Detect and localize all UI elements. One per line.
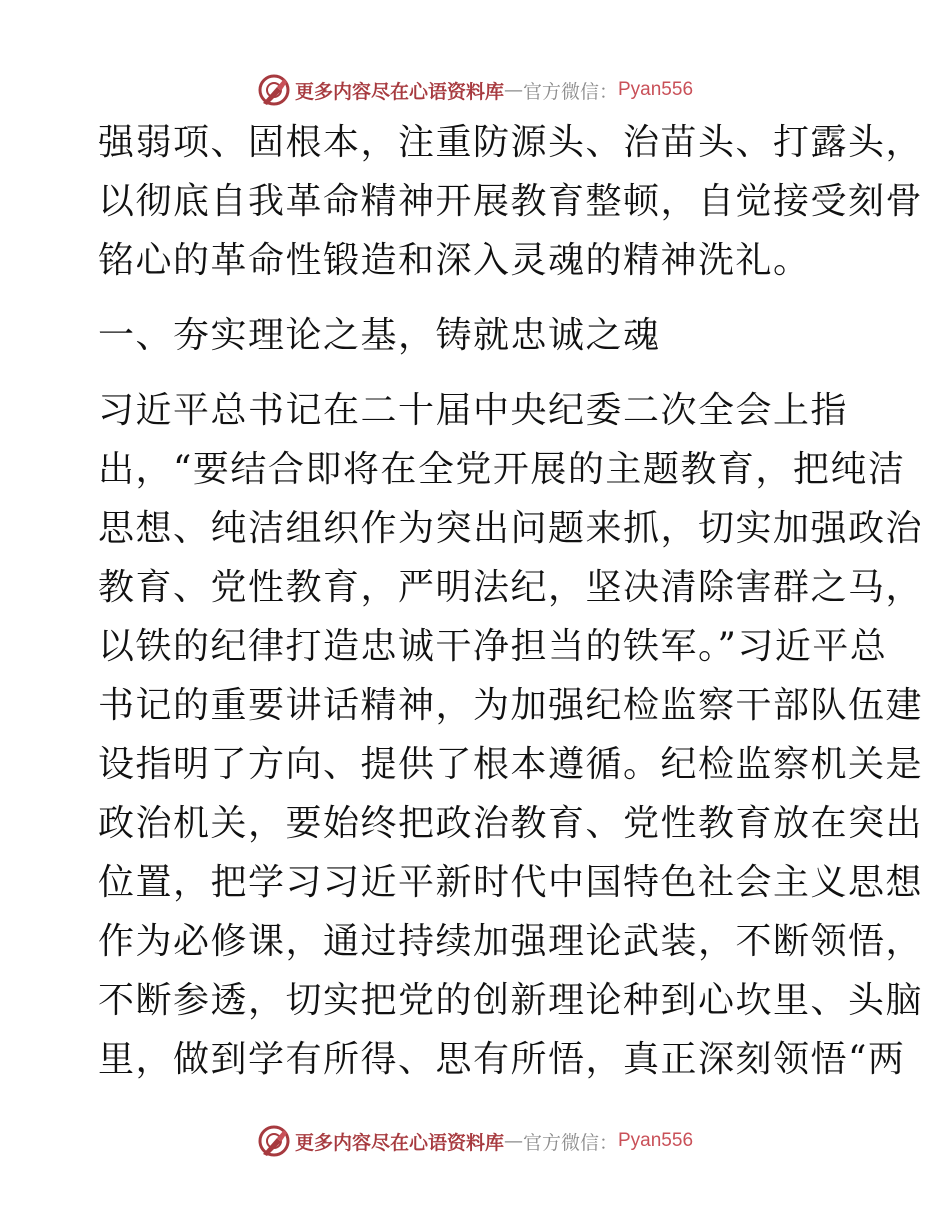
text-line: 政治机关，要始终把政治教育、党性教育放在突出	[98, 803, 924, 844]
banner-wechat-id: Pyan556	[618, 1130, 694, 1151]
text-line: 书记的重要讲话精神，为加强纪检监察干部队伍建	[98, 685, 924, 726]
banner-wechat-label: 官方微信：	[522, 1131, 618, 1154]
banner-wechat-label: 官方微信：	[522, 80, 618, 103]
text-line: 以铁的纪律打造忠诚干净担当的铁军。”习近平总	[98, 626, 888, 667]
banner-wechat-id: Pyan556	[618, 79, 694, 100]
text-line: 强弱项、固根本，注重防源头、治苗头、打露头，	[98, 122, 924, 163]
text-line: 铭心的革命性锻造和深入灵魂的精神洗礼。	[98, 240, 811, 281]
pen-logo-icon	[257, 1124, 291, 1158]
footer-banner	[0, 1121, 950, 1161]
text-line: 出，“要结合即将在全党开展的主题教育，把纯洁	[98, 449, 906, 490]
text-line: 位置，把学习习近平新时代中国特色社会主义思想	[98, 862, 924, 903]
text-line: 习近平总书记在二十届中央纪委二次全会上指	[98, 390, 849, 431]
banner-separator: —	[503, 79, 523, 101]
banner-main-text: 更多内容尽在心语资料库	[294, 1131, 504, 1154]
text-line: 教育、党性教育，严明法纪，坚决清除害群之马，	[98, 567, 924, 608]
text-line: 作为必修课，通过持续加强理论武装，不断领悟，	[98, 921, 924, 962]
text-line: 里，做到学有所得、思有所悟，真正深刻领悟“两	[98, 1039, 906, 1080]
banner-separator: —	[503, 1130, 523, 1152]
header-banner	[0, 70, 950, 110]
text-line: 以彻底自我革命精神开展教育整顿，自觉接受刻骨	[98, 181, 924, 222]
text-line: 不断参透，切实把党的创新理论种到心坎里、头脑	[98, 980, 924, 1021]
text-line: 思想、纯洁组织作为突出问题来抓，切实加强政治	[98, 508, 924, 549]
section-heading: 一、夯实理论之基，铸就忠诚之魂	[98, 315, 661, 356]
banner-main-text: 更多内容尽在心语资料库	[294, 80, 504, 103]
pen-logo-icon	[257, 73, 291, 107]
text-line: 设指明了方向、提供了根本遵循。纪检监察机关是	[98, 744, 924, 785]
